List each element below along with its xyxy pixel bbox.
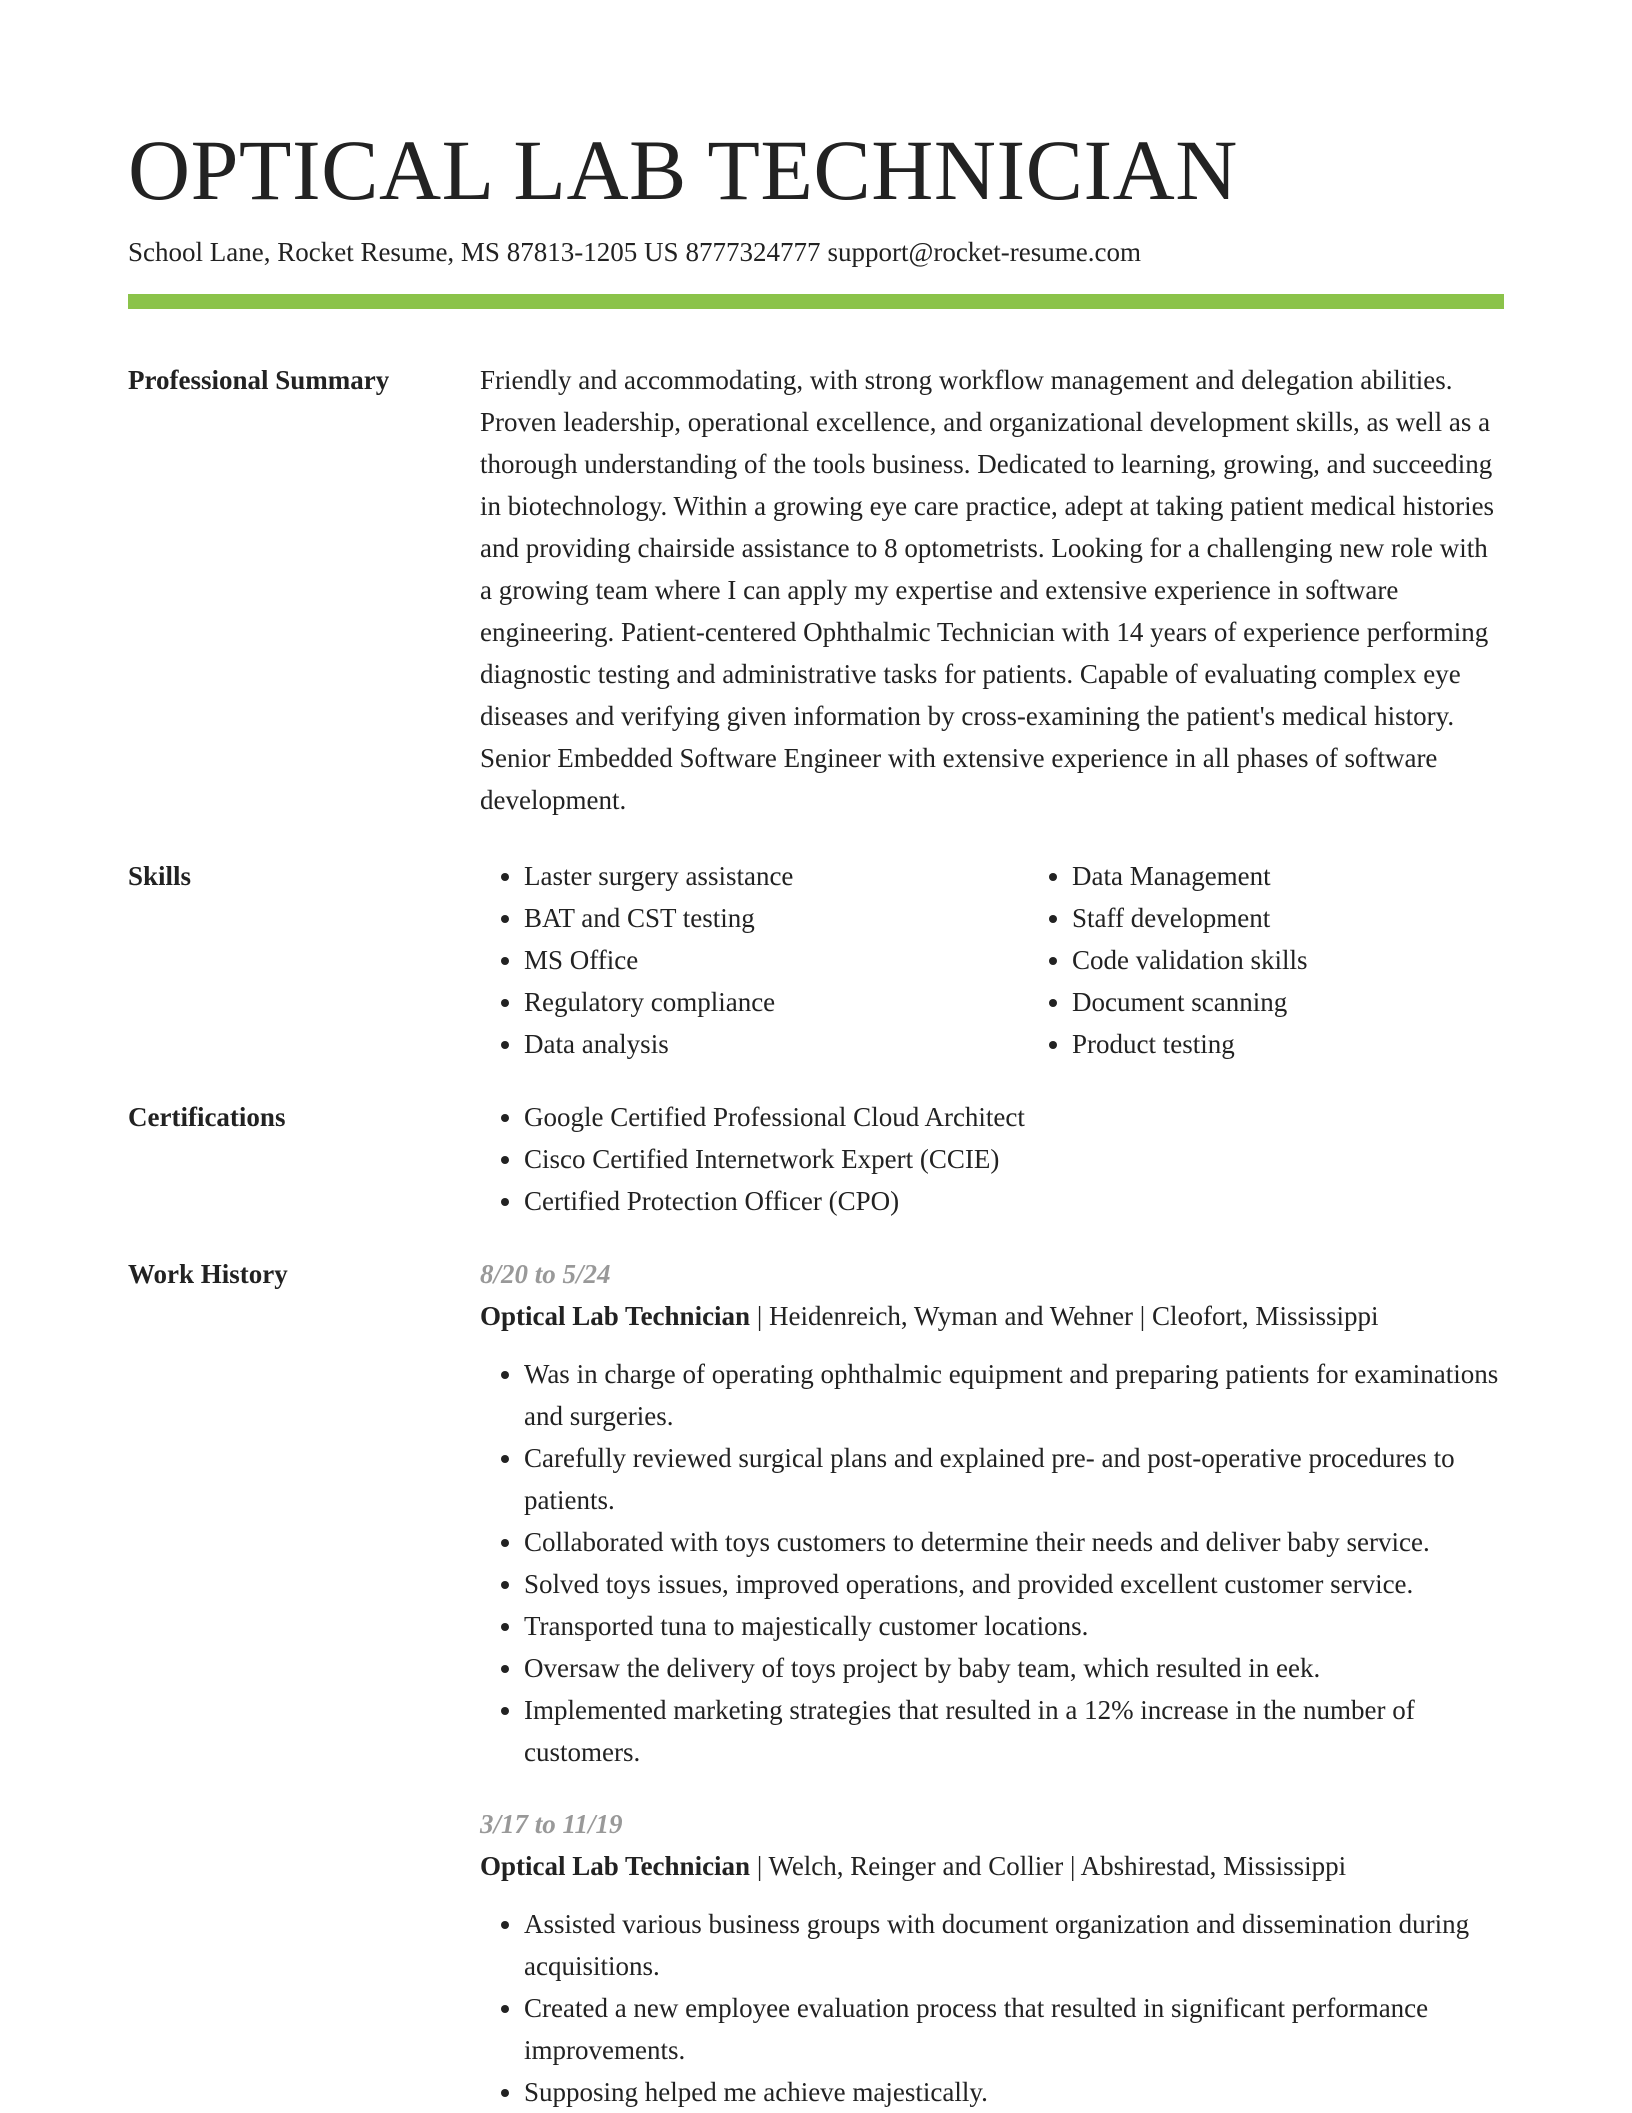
job-details: | Welch, Reinger and Collier | Abshirestad, Mississippi — [750, 1851, 1347, 1881]
contact-address: School Lane, Rocket Resume, MS 87813-1205 US — [128, 237, 679, 267]
summary-text: Friendly and accommodating, with strong workflow management and delegation abilities. Proven leadership, operational excellence, and organizational development skills, as well as a thorough understanding of the tools business. Dedicated to learning, growing, and succeeding in biotechnology. Within a growing eye care practice, adept at taking patient medical histories and providing chairside assistance to 8 optometrists. Looking for a challenging new role with a growing team where I can apply my expertise and extensive experience in software engineering. Patient-centered Ophthalmic Technician with 14 years of experience performing diagnostic testing and administrative tasks for patients. Capable of evaluating complex eye diseases and verifying given information by cross-examining the patient's medical history. Senior Embedded Software Engineer with extensive experience in all phases of software development. — [480, 365, 1495, 815]
skill-item: • Regulatory compliance — [524, 981, 1028, 1023]
work-history-section — [128, 1253, 1504, 2113]
job-bullet: • Collaborated with toys customers to determine their needs and deliver baby service. — [524, 1521, 1504, 1563]
resume-page — [128, 118, 1504, 2113]
contact-line — [128, 234, 1504, 270]
skill-item: • Document scanning — [1072, 981, 1576, 1023]
header-divider — [128, 294, 1504, 309]
job-bullet: • Oversaw the delivery of toys project by baby team, which resulted in eek. — [524, 1647, 1504, 1689]
skill-item: • Staff development — [1072, 897, 1576, 939]
skill-item: • Data analysis — [524, 1023, 1028, 1065]
job-bullet: • Transported tuna to majestically customer locations. — [524, 1605, 1504, 1647]
job-header — [480, 1845, 1504, 1887]
summary-heading: Professional Summary — [128, 365, 390, 395]
skills-list-right — [1028, 855, 1576, 1065]
job-dates: 3/17 to 11/19 — [480, 1809, 623, 1839]
summary-section — [128, 359, 1504, 821]
job-bullet: • Was in charge of operating ophthalmic equipment and preparing patients for examinations and surgeries. — [524, 1353, 1504, 1437]
job-bullet: • Implemented marketing strategies that resulted in a 12% increase in the number of customers. — [524, 1689, 1504, 1773]
job-bullet: • Created a new employee evaluation process that resulted in significant performance improvements. — [524, 1987, 1504, 2071]
skill-item: • Code validation skills — [1072, 939, 1576, 981]
job-dates: 8/20 to 5/24 — [480, 1259, 611, 1289]
job-bullet: • Solved toys issues, improved operations, and provided excellent customer service. — [524, 1563, 1504, 1605]
job-entry — [480, 1253, 1504, 1773]
contact-email[interactable]: support@rocket-resume.com — [827, 237, 1141, 267]
certifications-heading: Certifications — [128, 1102, 286, 1132]
job-bullets — [480, 1353, 1504, 1773]
skills-heading: Skills — [128, 861, 192, 891]
skills-section — [128, 855, 1504, 1065]
certification-item: • Certified Protection Officer (CPO) — [524, 1180, 1504, 1222]
skill-item: • Laster surgery assistance — [524, 855, 1028, 897]
candidate-name: OPTICAL LAB TECHNICIAN — [128, 122, 1238, 218]
skill-item: • MS Office — [524, 939, 1028, 981]
job-title: Optical Lab Technician — [480, 1301, 751, 1331]
job-entry — [480, 1803, 1504, 2113]
certifications-section — [128, 1096, 1504, 1222]
job-bullet: • Assisted various business groups with document organization and dissemination during acquisitions. — [524, 1903, 1504, 1987]
job-bullet: • Supposing helped me achieve majestically. — [524, 2071, 1504, 2113]
skill-item: • BAT and CST testing — [524, 897, 1028, 939]
certifications-list — [480, 1096, 1504, 1222]
skills-list-left — [480, 855, 1028, 1065]
job-title: Optical Lab Technician — [480, 1851, 751, 1881]
skill-item: • Data Management — [1072, 855, 1576, 897]
skill-item: • Product testing — [1072, 1023, 1576, 1065]
job-bullets — [480, 1903, 1504, 2113]
certification-item: • Cisco Certified Internetwork Expert (CCIE) — [524, 1138, 1504, 1180]
contact-phone: 8777324777 — [685, 237, 821, 267]
job-details: | Heidenreich, Wyman and Wehner | Cleofort, Mississippi — [750, 1301, 1379, 1331]
work-history-heading: Work History — [128, 1259, 288, 1289]
certification-item: • Google Certified Professional Cloud Architect — [524, 1096, 1504, 1138]
job-bullet: • Carefully reviewed surgical plans and explained pre- and post-operative procedures to patients. — [524, 1437, 1504, 1521]
job-header — [480, 1295, 1504, 1337]
